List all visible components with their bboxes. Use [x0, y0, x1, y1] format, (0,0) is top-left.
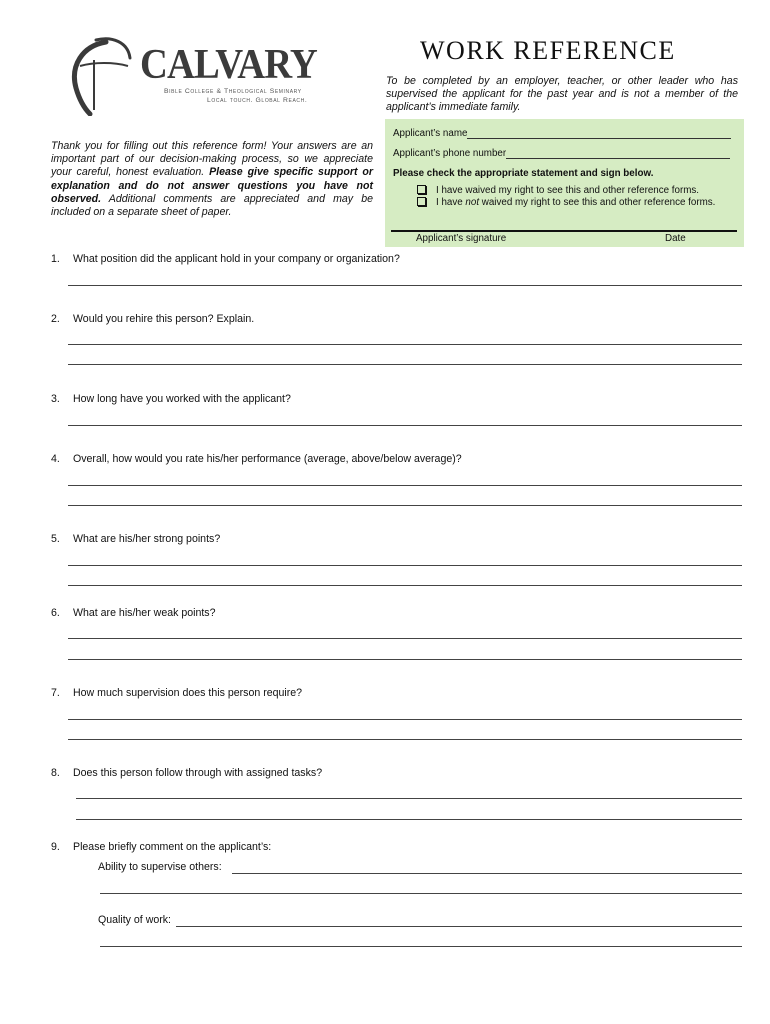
not-waived-label-not: not: [465, 197, 480, 208]
answer-line[interactable]: [68, 344, 742, 345]
applicant-name-label: Applicant’s name: [393, 128, 468, 139]
question-number: 9.: [51, 841, 60, 853]
answer-line[interactable]: [68, 638, 742, 639]
question-text: How much supervision does this person require?: [73, 687, 303, 699]
answer-line[interactable]: [68, 659, 742, 660]
answer-line[interactable]: [68, 565, 742, 566]
quality-of-work-label: Quality of work:: [98, 914, 172, 926]
answer-line[interactable]: [68, 585, 742, 586]
applicant-phone-field[interactable]: [506, 148, 730, 159]
question-number: 8.: [51, 767, 60, 779]
quality-of-work-field[interactable]: [176, 926, 742, 927]
not-waived-option[interactable]: [417, 197, 715, 208]
question-text: What are his/her weak points?: [73, 607, 216, 619]
calvary-logo: [68, 36, 328, 116]
question-text: What position did the applicant hold in your company or organization?: [73, 253, 400, 265]
waived-option[interactable]: [417, 185, 699, 196]
waived-option-label: I have waived my right to see this and other reference forms.: [436, 185, 700, 196]
signature-line[interactable]: [391, 230, 737, 232]
question-text: Does this person follow through with assigned tasks?: [73, 767, 323, 779]
not-waived-label-post: waived my right to see this and other reference forms.: [479, 197, 716, 208]
answer-line[interactable]: [76, 798, 742, 799]
waived-checkbox[interactable]: [417, 185, 426, 194]
intro-text-1: Thank you for filling out this reference form! Your answers are an important part of our decision-making process, so we appreciate your careful, honest evaluation.: [51, 140, 373, 179]
answer-line[interactable]: [100, 893, 742, 894]
question-text: Please briefly comment on the applicant’s:: [73, 841, 272, 853]
ability-to-supervise-field[interactable]: [232, 873, 742, 874]
question-number: 4.: [51, 453, 60, 465]
page-title: WORK REFERENCE: [420, 36, 676, 65]
date-label: Date: [665, 233, 686, 244]
answer-line[interactable]: [68, 739, 742, 740]
question-text: Would you rehire this person? Explain.: [73, 313, 255, 325]
intro-text-bold: Please give specific support or explanation and do not answer questions you have not observed.: [51, 166, 373, 205]
question-number: 5.: [51, 533, 60, 545]
intro-text-2: Additional comments are appreciated and may be included on a separate sheet of paper.: [51, 192, 373, 219]
not-waived-checkbox[interactable]: [417, 197, 426, 206]
question-number: 7.: [51, 687, 60, 699]
check-instruction: Please check the appropriate statement and sign below.: [393, 168, 654, 179]
answer-line[interactable]: [68, 485, 742, 486]
question-text: How long have you worked with the applicant?: [73, 393, 291, 405]
applicant-phone-row: [393, 148, 730, 159]
question-number: 2.: [51, 313, 60, 325]
intro-thank-you: [51, 140, 373, 219]
logo-tagline: Local touch. Global Reach.: [207, 97, 308, 104]
answer-line[interactable]: [68, 719, 742, 720]
answer-line[interactable]: [76, 819, 742, 820]
answer-line[interactable]: [68, 425, 742, 426]
answer-line[interactable]: [100, 946, 742, 947]
intro-instructions: To be completed by an employer, teacher, or other leader who has supervised the applicant for the past year and is not a member of the applicant’s immediate family.: [386, 75, 738, 113]
logo-wordmark: CALVARY: [140, 42, 317, 88]
question-number: 6.: [51, 607, 60, 619]
question-number: 3.: [51, 393, 60, 405]
ability-to-supervise-label: Ability to supervise others:: [98, 861, 222, 873]
answer-line[interactable]: [68, 285, 742, 286]
question-text: What are his/her strong points?: [73, 533, 221, 545]
applicant-name-row: [393, 128, 731, 139]
applicant-info-box: [385, 119, 744, 247]
cross-swoosh-icon: [68, 36, 148, 116]
applicant-phone-label: Applicant’s phone number: [393, 148, 507, 159]
not-waived-label-pre: I have: [436, 197, 466, 208]
signature-label: Applicant’s signature: [416, 233, 507, 244]
applicant-name-field[interactable]: [467, 128, 731, 139]
logo-subtitle: Bible College & Theological Seminary: [164, 88, 302, 95]
answer-line[interactable]: [68, 505, 742, 506]
question-number: 1.: [51, 253, 60, 265]
question-text: Overall, how would you rate his/her performance (average, above/below average)?: [73, 453, 462, 465]
answer-line[interactable]: [68, 364, 742, 365]
